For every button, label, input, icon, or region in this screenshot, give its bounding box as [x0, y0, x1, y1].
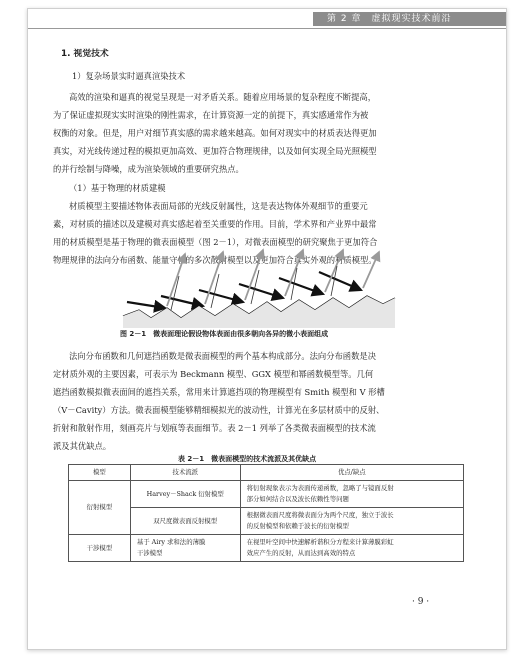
cell-pros-cons [240, 481, 463, 508]
para3-line4: （V－Cavity）方法。微表面模型能够精细模拟光的波动性，计算光在多层材质中的反射、 [53, 405, 385, 415]
para1-line3: 权衡的对象。但是，用户对细节真实感的需求越来越高。如何对现实中的材质表达得更加 [53, 128, 377, 138]
cell-line: 干涉模型 [136, 549, 163, 557]
cell-model-diffraction: 衍射模型 [69, 481, 131, 535]
para2-line2: 素，对材质的描述以及建模对真实感起着至关重要的作用。目前，学术界和产业界中最常 [53, 219, 377, 229]
cell-school: Harvey－Shack 衍射模型 [130, 481, 240, 508]
book-page [27, 8, 507, 650]
cell-model-interference: 干涉模型 [69, 535, 131, 562]
header-school: 技术流派 [130, 465, 240, 481]
microfacet-figure [121, 246, 397, 328]
reflected-light-rays [167, 250, 379, 306]
cell-line: 的反射模型和依赖于波长的衍射模型 [246, 522, 349, 530]
section-title: 1. 视觉技术 [61, 49, 109, 59]
header-model: 模型 [69, 465, 131, 481]
para1-line5: 的并行绘制与降噪，成为渲染领域的重要研究热点。 [53, 164, 244, 174]
para2-line3: 用的材质模型是基于物理的微表面模型（图 2－1），对微表面模型的研究聚焦于更加符合 [53, 237, 378, 247]
cell-line: 根据微表面尺度将微表面分为两个尺度，独立于波长 [246, 511, 394, 519]
cell-line: 基于 Airy 求和法的薄膜 [136, 538, 206, 546]
table-row [69, 535, 464, 562]
para1-line1: 高效的渲染和逼真的视觉呈现是一对矛盾关系。随着应用场景的复杂程度不断提高， [69, 92, 376, 102]
figure-caption: 图 2－1 微表面理论假设物体表面由很多朝向各异的微小表面组成 [120, 330, 329, 338]
cell-line: 将衍射现象表示为表面传递函数，忽略了与镜面反射 [246, 484, 394, 492]
chapter-title: 第 2 章 虚拟现实技术前沿 [327, 14, 452, 24]
table-row [69, 481, 464, 508]
cell-school [130, 535, 240, 562]
para1-line2: 为了保证虚拟现实实时渲染的刚性需求，在计算资源一定的前提下，真实感通常作为被 [53, 110, 369, 120]
cell-pros-cons [240, 535, 463, 562]
microfacet-model-table [68, 464, 464, 562]
table-header-row [69, 465, 464, 481]
table-caption: 表 2－1 微表面模型的技术流派及其优缺点 [178, 455, 317, 463]
para3-line3: 遮挡函数模拟微表面间的遮挡关系，常用来计算遮挡项的物理模型有 Smith 模型和 V 形槽 [53, 387, 385, 397]
para3-line2: 定材质外观的主要因素，可表示为 Beckmann 模型、GGX 模型和幂函数模型等。几何 [53, 369, 374, 379]
cell-pros-cons [240, 508, 463, 535]
cell-school: 双尺度微表面反射模型 [130, 508, 240, 535]
para2-line4: 物理规律的法向分布函数、能量守恒的多次散射模型以及更加符合真实外观的材质模型。 [53, 255, 377, 265]
para3-line5: 折射和散射作用，刻画亮片与划痕等表面细节。表 2－1 列举了各类微表面模型的技术流 [53, 423, 376, 433]
page-number: · 9 · [412, 597, 430, 607]
para3-line6: 派及其优缺点。 [53, 441, 112, 451]
subsection-title: 1）复杂场景实时逼真渲染技术 [72, 71, 186, 81]
running-header [28, 9, 506, 31]
item1-title: （1）基于物理的材质建模 [69, 183, 166, 193]
header-rule [28, 28, 506, 29]
header-pros-cons: 优点/缺点 [240, 465, 463, 481]
para3-line1: 法向分布函数和几何遮挡函数是微表面模型的两个基本构成部分。法向分布函数是决 [69, 351, 376, 361]
cell-line: 效应产生的反射，从而达到高效的特点 [246, 549, 356, 557]
cell-line: 在视里叶空间中快速解析谐积分方程来计算薄膜彩虹 [246, 538, 394, 546]
cell-line: 部分如何结合以及波长依赖性等问题 [246, 495, 349, 503]
surface-fill [123, 296, 395, 328]
para1-line4: 真实，对光线传递过程的模拟更加高效、更加符合物理规律，以及如何实现全局光照模型 [53, 146, 377, 156]
para2-line1: 材质模型主要描述物体表面局部的光线反射属性，这是表达物体外观细节的重要元 [69, 201, 368, 211]
